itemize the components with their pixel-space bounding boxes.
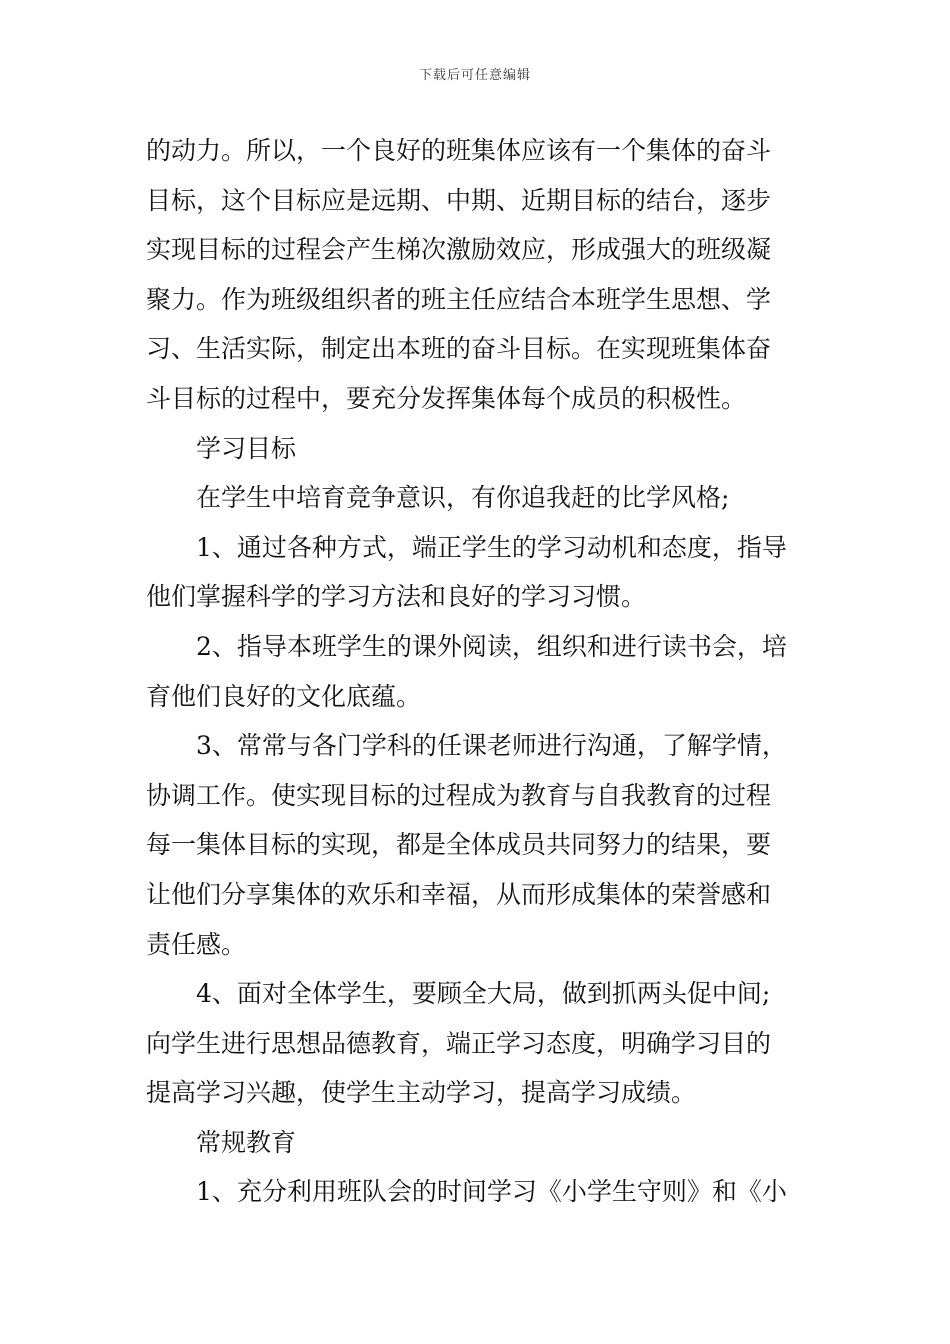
text-line: 提高学习兴趣，使学生主动学习，提高学习成绩。: [146, 1078, 697, 1108]
text-line: 聚力。作为班级组织者的班主任应结合本班学生思想、学: [146, 284, 772, 314]
text-line: 向学生进行思想品德教育，端正学习态度，明确学习目的: [146, 1028, 772, 1058]
list-item-2: 2、指导本班学生的课外阅读，组织和进行读书会，培: [196, 631, 787, 661]
text-line: 育他们良好的文化底蕴。: [146, 681, 422, 711]
text-line: 斗目标的过程中，要充分发挥集体每个成员的积极性。: [146, 383, 747, 413]
list-item-1: 1、通过各种方式，端正学生的学习动机和态度，指导: [196, 532, 787, 562]
list-item-4: 4、面对全体学生，要顾全大局，做到抓两头促中间;: [196, 979, 771, 1009]
document-body: [146, 126, 806, 1217]
text-line: 协调工作。使实现目标的过程成为教育与自我教育的过程: [146, 780, 772, 810]
text-line: 他们掌握科学的学习方法和良好的学习习惯。: [146, 582, 647, 612]
text-line: 目标，这个目标应是远期、中期、近期目标的结台，逐步: [146, 185, 772, 215]
section-heading-routine-education: 常规教育: [196, 1127, 297, 1157]
list-item-1: 1、充分利用班队会的时间学习《小学生守则》和《小: [196, 1177, 787, 1207]
text-line: 在学生中培育竞争意识，有你追我赶的比学风格;: [196, 483, 730, 513]
text-line: 每一集体目标的实现，都是全体成员共同努力的结果，要: [146, 830, 772, 860]
text-line: 责任感。: [146, 929, 247, 959]
page-header: 下载后可任意编辑: [418, 68, 531, 83]
list-item-3: 3、常常与各门学科的任课老师进行沟通，了解学情，: [196, 731, 787, 761]
section-heading-learning-goals: 学习目标: [196, 433, 297, 463]
text-line: 让他们分享集体的欢乐和幸福，从而形成集体的荣誉感和: [146, 879, 772, 909]
text-line: 实现目标的过程会产生梯次激励效应，形成强大的班级凝: [146, 235, 772, 265]
text-line: 习、生活实际，制定出本班的奋斗目标。在实现班集体奋: [146, 334, 772, 364]
text-line: 的动力。所以，一个良好的班集体应该有一个集体的奋斗: [146, 136, 772, 165]
